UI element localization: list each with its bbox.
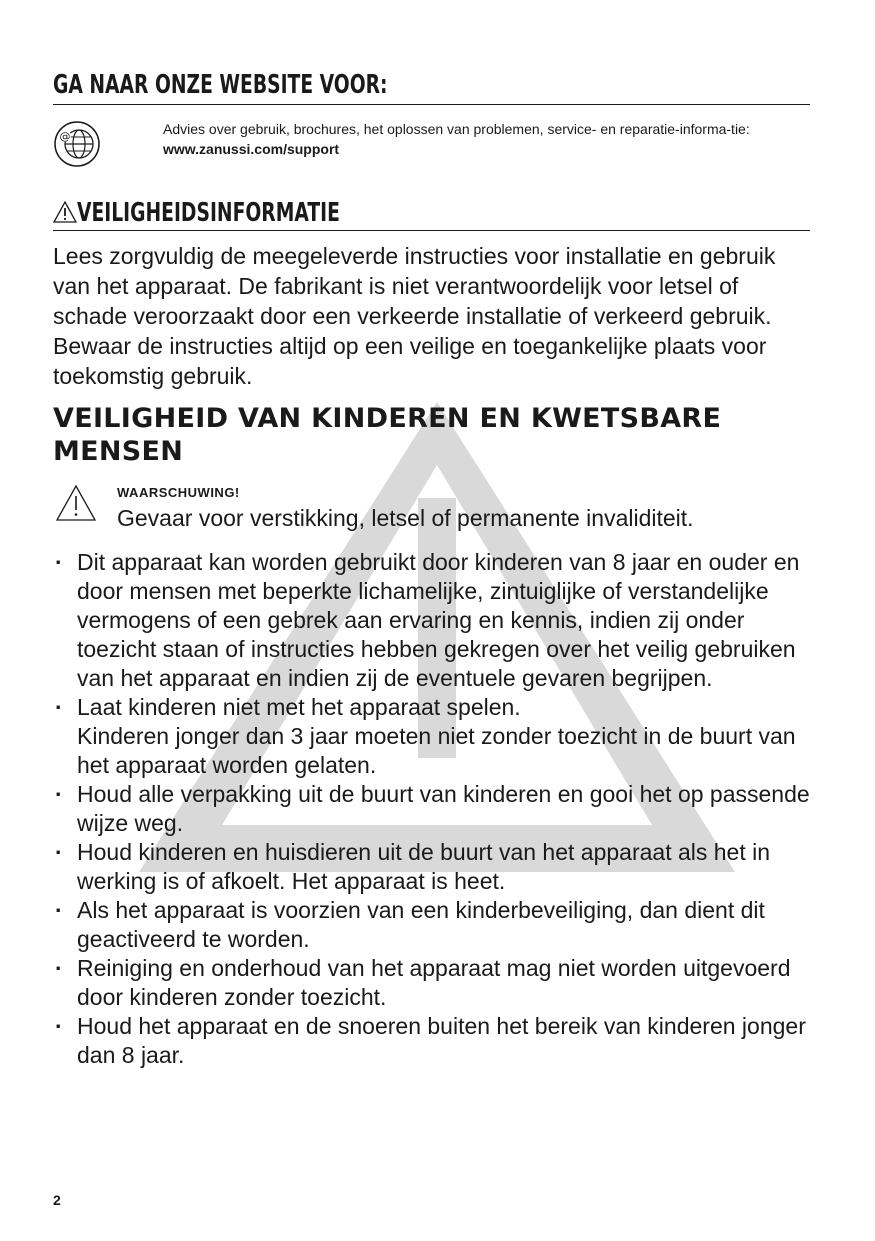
safety-heading: VEILIGHEIDSINFORMATIE [77,198,340,228]
warning-text: Gevaar voor verstikking, letsel of permanente invaliditeit. [117,505,694,531]
warning-label: WAARSCHUWING! [117,485,240,500]
list-item [53,896,810,954]
safety-intro: Lees zorgvuldig de meegeleverde instructies voor installatie en gebruik van het apparaat. De fabrikant is niet verantwoordelijk voor letsel of schade veroorzaakt door een verkeerde installatie of verkeerd gebruik. Bewaar de instructies altijd op een veilige en toegankelijke plaats voor toekomstig gebruik. [53,243,776,389]
list-item-text: · Laat kinderen niet met het apparaat spelen. [77,694,521,720]
list-item-text: Houd alle verpakking uit de buurt van kinderen en gooi het op passende wijze weg. [77,781,810,836]
heading-divider [53,230,810,231]
list-item-text: Reiniging en onderhoud van het apparaat mag niet worden uitgevoerd door kinderen zonder toezicht. [77,955,791,1010]
globe-at-icon [53,120,101,168]
list-item [53,693,810,780]
list-item-text: Houd kinderen en huisdieren uit de buurt van het apparaat als het in werking is of afkoelt. Het apparaat is heet. [77,839,771,894]
list-item [53,1012,810,1070]
support-info [163,120,810,158]
list-item [53,954,810,1012]
heading-divider [53,104,810,105]
safety-bullet-list [53,548,810,1070]
children-safety-heading: VEILIGHEID VAN KINDEREN EN KWETSBARE MENSEN [53,403,722,467]
page-number: 2 [53,1192,61,1208]
warning-triangle-icon [56,485,96,521]
safety-heading-row [53,198,442,228]
list-item-continuation: Kinderen jonger dan 3 jaar moeten niet zonder toezicht in de buurt van het apparaat worden gelaten. [77,723,796,778]
list-item [53,838,810,896]
warning-triangle-icon [53,201,77,223]
list-item-text: Houd het apparaat en de snoeren buiten het bereik van kinderen jonger dan 8 jaar. [77,1013,806,1068]
svg-text:@: @ [59,130,71,143]
support-link[interactable]: www.zanussi.com/support [163,141,340,157]
list-item-text: Dit apparaat kan worden gebruikt door kinderen van 8 jaar en ouder en door mensen met beperkte lichamelijke, zintuiglijke of verstandelijke vermogens of een gebrek aan ervaring en kennis, indien zij onder toezicht staan of instructies hebben gekregen over het veilig gebruiken van het apparaat en indien zij de eventuele gevaren begrijpen. [77,549,800,691]
support-description: Advies over gebruik, brochures, het oplossen van problemen, service- en reparatie-informa-tie: [163,121,750,137]
list-item [53,780,810,838]
list-item-text: Als het apparaat is voorzien van een kinderbeveiliging, dan dient dit geactiveerd te worden. [77,897,765,952]
list-item [53,548,810,693]
website-heading: GA NAAR ONZE WEBSITE VOOR: [53,70,388,100]
